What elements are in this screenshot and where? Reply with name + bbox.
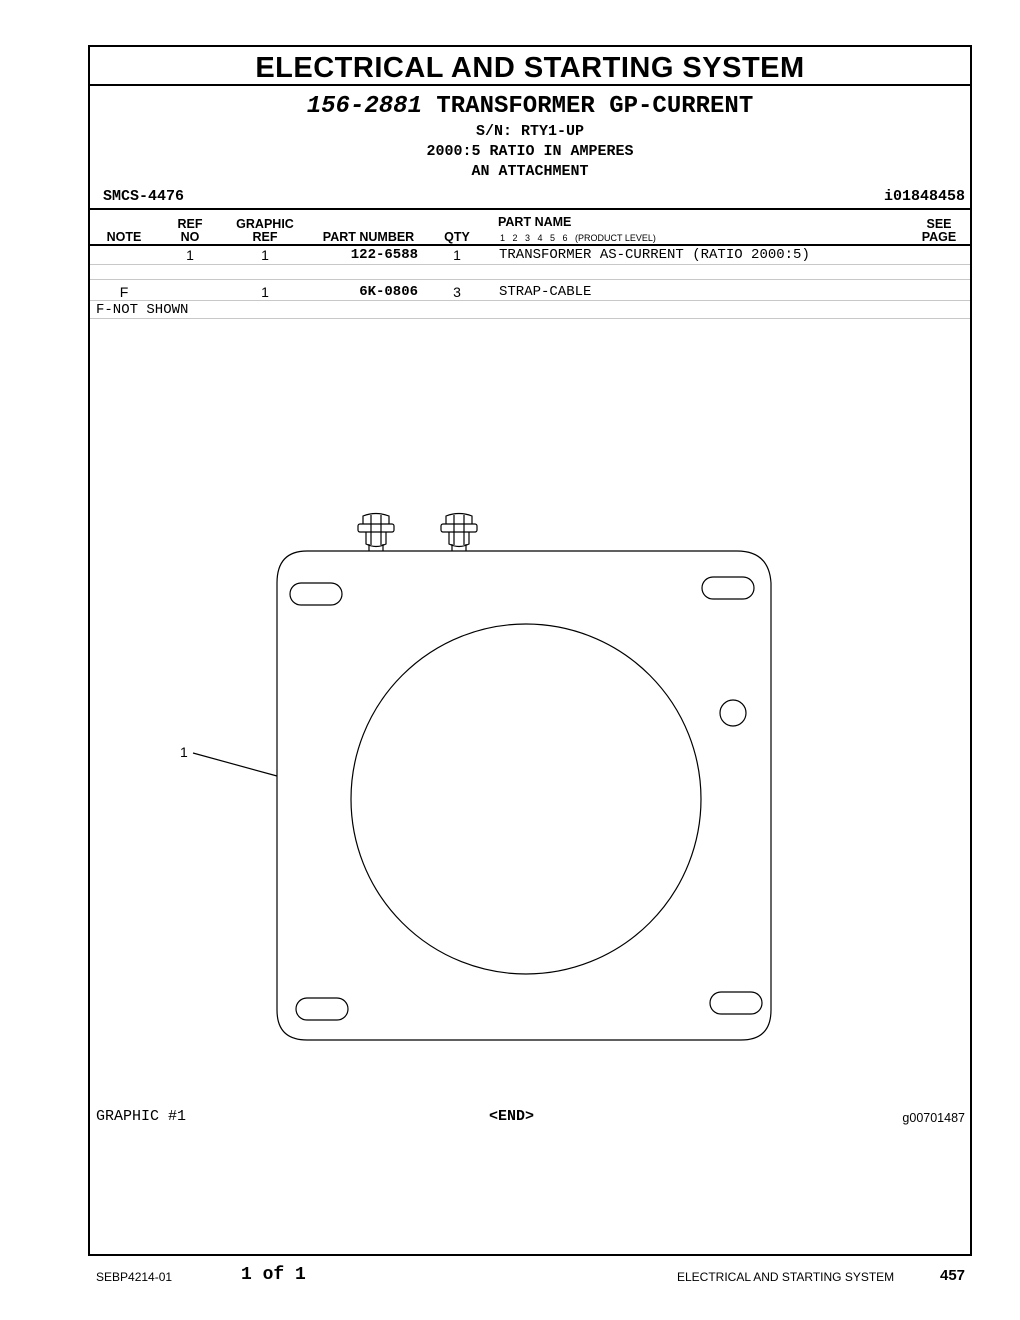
- serial-range: S/N: RTY1-UP: [475, 123, 585, 140]
- col-graphic-header-bottom: REF: [252, 230, 278, 244]
- row-part-number: 122-6588: [350, 247, 418, 263]
- document-number: SEBP4214-01: [96, 1270, 173, 1284]
- row-part-name: TRANSFORMER AS-CURRENT (RATIO 2000:5): [499, 247, 810, 263]
- col-see-header-top: SEE: [926, 217, 952, 231]
- part-title-name: TRANSFORMER GP-CURRENT: [436, 93, 754, 120]
- row-part-number: 6K-0806: [359, 284, 418, 300]
- notes-legend: F-NOT SHOWN: [96, 302, 189, 318]
- col-ref-header-bottom: NO: [180, 230, 200, 244]
- row-part-name: STRAP-CABLE: [499, 284, 592, 300]
- col-note-header: NOTE: [106, 230, 142, 244]
- row-graphic-ref: 1: [261, 284, 269, 300]
- mounting-slot: [296, 998, 348, 1020]
- col-part-number-header: PART NUMBER: [322, 230, 415, 244]
- callout-leader-line: [193, 753, 277, 776]
- product-level-header: 1 2 3 4 5 6 (PRODUCT LEVEL): [500, 233, 656, 243]
- page-count: 1 of 1: [241, 1265, 306, 1285]
- row-qty: 1: [453, 247, 461, 263]
- footer-section: ELECTRICAL AND STARTING SYSTEM: [677, 1270, 895, 1284]
- row-graphic-ref: 1: [261, 247, 269, 263]
- page-frame: [88, 45, 972, 1256]
- graphic-id: g00701487: [902, 1111, 965, 1125]
- col-see-header-bottom: PAGE: [921, 230, 957, 244]
- mounting-slot: [702, 577, 754, 599]
- mounting-slot: [710, 992, 762, 1014]
- col-graphic-header-top: GRAPHIC: [236, 217, 294, 231]
- terminal-bolt-right: [441, 514, 477, 552]
- mounting-slot: [290, 583, 342, 605]
- col-qty-header: QTY: [444, 230, 470, 244]
- mounting-hole: [720, 700, 746, 726]
- illustration-id: i01848458: [883, 188, 965, 205]
- attachment-line: AN ATTACHMENT: [471, 163, 589, 180]
- page-number: 457: [940, 1267, 966, 1284]
- part-title-number: 156-2881: [306, 93, 422, 120]
- graphic-label: GRAPHIC #1: [96, 1108, 187, 1125]
- smcs-code: SMCS-4476: [103, 188, 185, 205]
- ratio-line: 2000:5 RATIO IN AMPERES: [426, 143, 634, 160]
- row-note: F: [119, 284, 129, 300]
- row-ref-no: 1: [186, 247, 194, 263]
- terminal-bolt-left: [358, 514, 394, 552]
- col-part-name-header: PART NAME: [498, 215, 572, 229]
- end-marker: <END>: [489, 1108, 535, 1125]
- core-aperture: [351, 624, 701, 974]
- section-title: ELECTRICAL AND STARTING SYSTEM: [255, 52, 805, 84]
- callout-number: 1: [180, 744, 188, 760]
- col-ref-header-top: REF: [177, 217, 203, 231]
- row-qty: 3: [453, 284, 461, 300]
- transformer-illustration: [90, 47, 970, 1255]
